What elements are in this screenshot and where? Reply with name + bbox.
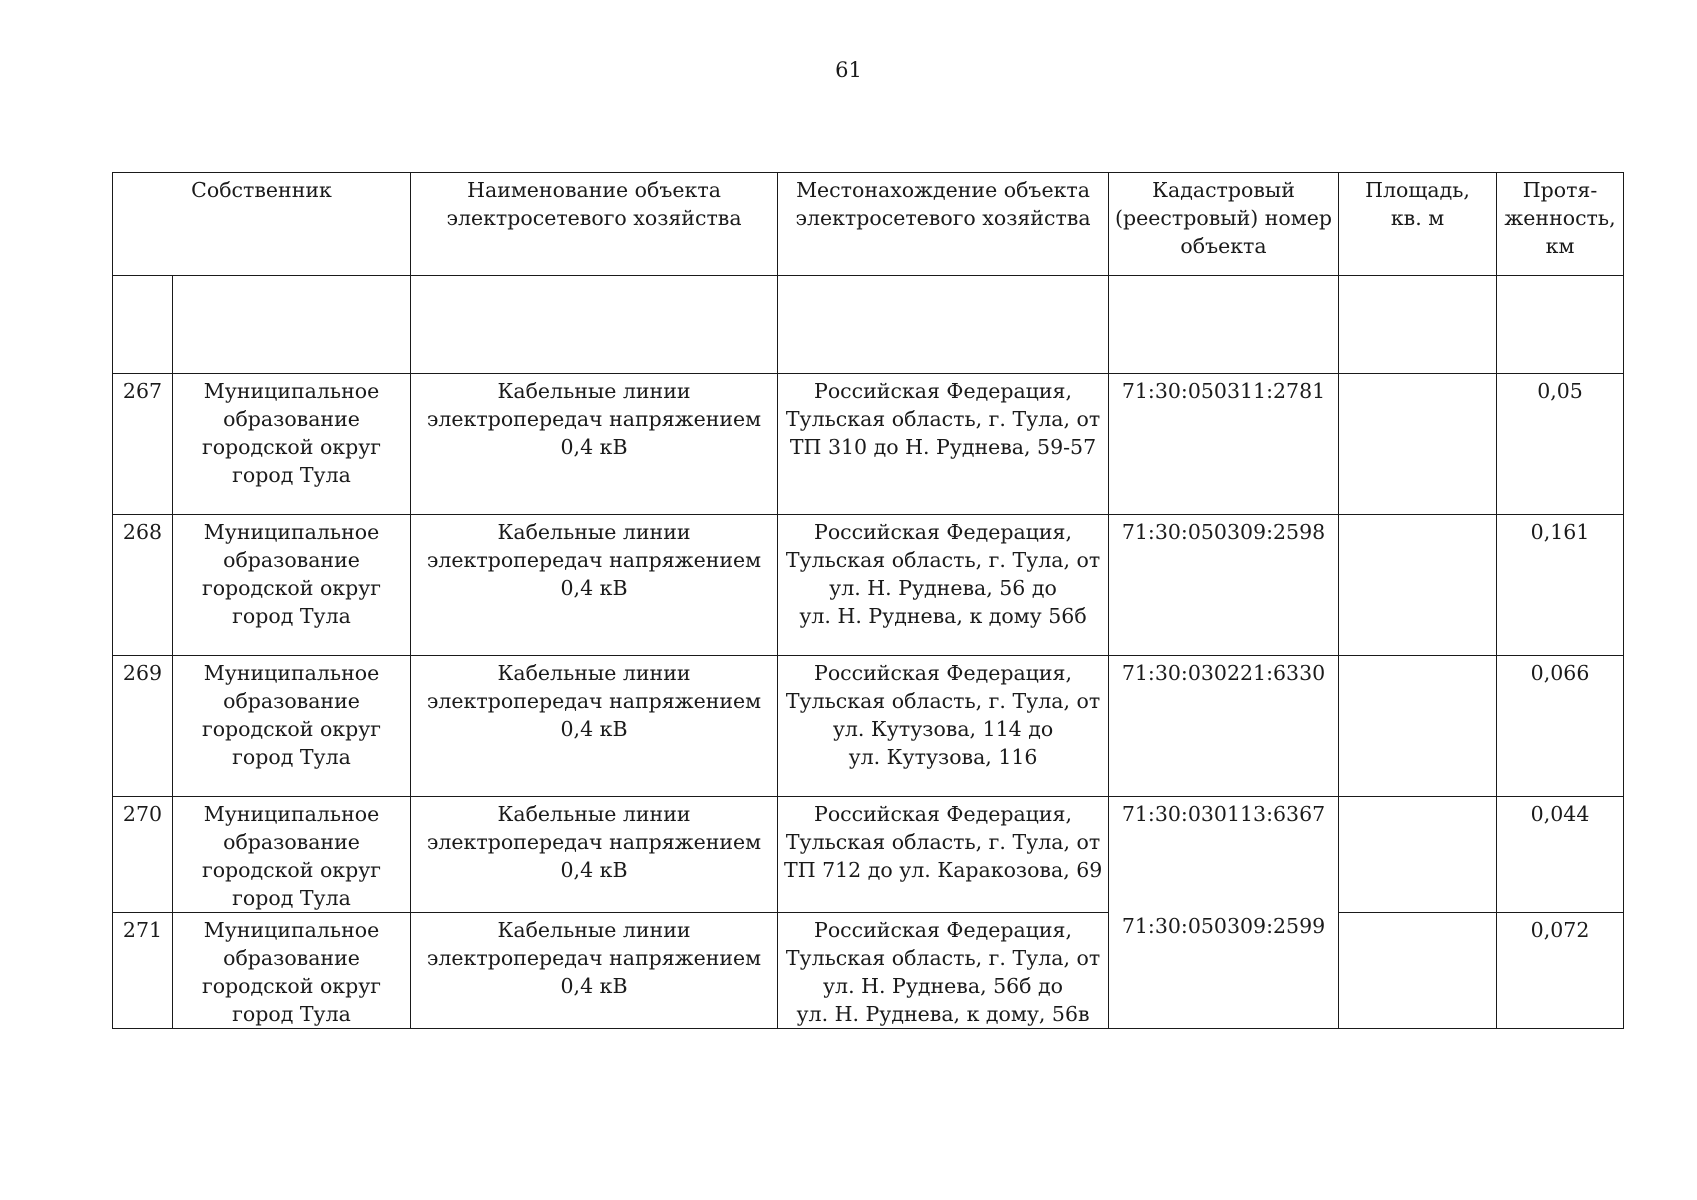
header-length: Протя- женность, км	[1497, 173, 1624, 276]
table-row	[113, 656, 1624, 797]
cadastral-cell: 71:30:050309:2598	[1109, 515, 1339, 656]
length-cell: 0,05	[1497, 374, 1624, 515]
table-row	[113, 913, 1624, 1029]
empty-cell	[411, 276, 778, 374]
cadastral-cell-merged	[1109, 797, 1339, 1029]
header-area: Площадь, кв. м	[1339, 173, 1497, 276]
table-row	[113, 797, 1624, 913]
owner-cell: Муниципальное образование городской округ город Тула	[173, 656, 411, 797]
area-cell	[1339, 656, 1497, 797]
empty-row	[113, 276, 1624, 374]
area-cell	[1339, 515, 1497, 656]
location-cell: Российская Федерация, Тульская область, г. Тула, от ул. Н. Руднева, 56 до ул. Н. Руднева, к дому 56б	[778, 515, 1109, 656]
cadastral-cell: 71:30:050311:2781	[1109, 374, 1339, 515]
table-row	[113, 374, 1624, 515]
owner-cell: Муниципальное образование городской округ город Тула	[173, 374, 411, 515]
header-owner: Собственник	[113, 173, 411, 276]
empty-cell	[1497, 276, 1624, 374]
length-cell: 0,044	[1497, 797, 1624, 913]
row-number: 268	[113, 515, 173, 656]
row-number: 270	[113, 797, 173, 913]
header-object-name: Наименование объекта электросетевого хозяйства	[411, 173, 778, 276]
object-name-cell: Кабельные линии электропередач напряжением 0,4 кВ	[411, 374, 778, 515]
object-name-cell: Кабельные линии электропередач напряжением 0,4 кВ	[411, 913, 778, 1029]
location-cell: Российская Федерация, Тульская область, г. Тула, от ТП 310 до Н. Руднева, 59-57	[778, 374, 1109, 515]
location-cell: Российская Федерация, Тульская область, г. Тула, от ул. Н. Руднева, 56б до ул. Н. Руднева, к дому, 56в	[778, 913, 1109, 1029]
cadastral-value: 71:30:030113:6367	[1121, 802, 1326, 826]
table-row	[113, 515, 1624, 656]
registry-table	[112, 172, 1624, 1029]
empty-cell	[1109, 276, 1339, 374]
object-name-cell: Кабельные линии электропередач напряжением 0,4 кВ	[411, 656, 778, 797]
header-cadastral: Кадастровый (реестровый) номер объекта	[1109, 173, 1339, 276]
object-name-cell: Кабельные линии электропередач напряжением 0,4 кВ	[411, 797, 778, 913]
owner-cell: Муниципальное образование городской округ город Тула	[173, 797, 411, 913]
empty-cell	[778, 276, 1109, 374]
area-cell	[1339, 374, 1497, 515]
row-number: 269	[113, 656, 173, 797]
empty-cell	[1339, 276, 1497, 374]
object-name-cell: Кабельные линии электропередач напряжением 0,4 кВ	[411, 515, 778, 656]
area-cell	[1339, 913, 1497, 1029]
owner-cell: Муниципальное образование городской округ город Тула	[173, 913, 411, 1029]
header-location: Местонахождение объекта электросетевого хозяйства	[778, 173, 1109, 276]
header-row	[113, 173, 1624, 276]
cadastral-cell: 71:30:030221:6330	[1109, 656, 1339, 797]
location-cell: Российская Федерация, Тульская область, г. Тула, от ул. Кутузова, 114 до ул. Кутузова, 116	[778, 656, 1109, 797]
empty-cell	[173, 276, 411, 374]
location-cell: Российская Федерация, Тульская область, г. Тула, от ТП 712 до ул. Каракозова, 69	[778, 797, 1109, 913]
row-number: 271	[113, 913, 173, 1029]
length-cell: 0,066	[1497, 656, 1624, 797]
owner-cell: Муниципальное образование городской округ город Тула	[173, 515, 411, 656]
area-cell	[1339, 797, 1497, 913]
empty-cell	[113, 276, 173, 374]
row-number: 267	[113, 374, 173, 515]
cadastral-value: 71:30:050309:2599	[1121, 914, 1326, 938]
length-cell: 0,072	[1497, 913, 1624, 1029]
page-number: 61	[835, 58, 862, 82]
length-cell: 0,161	[1497, 515, 1624, 656]
